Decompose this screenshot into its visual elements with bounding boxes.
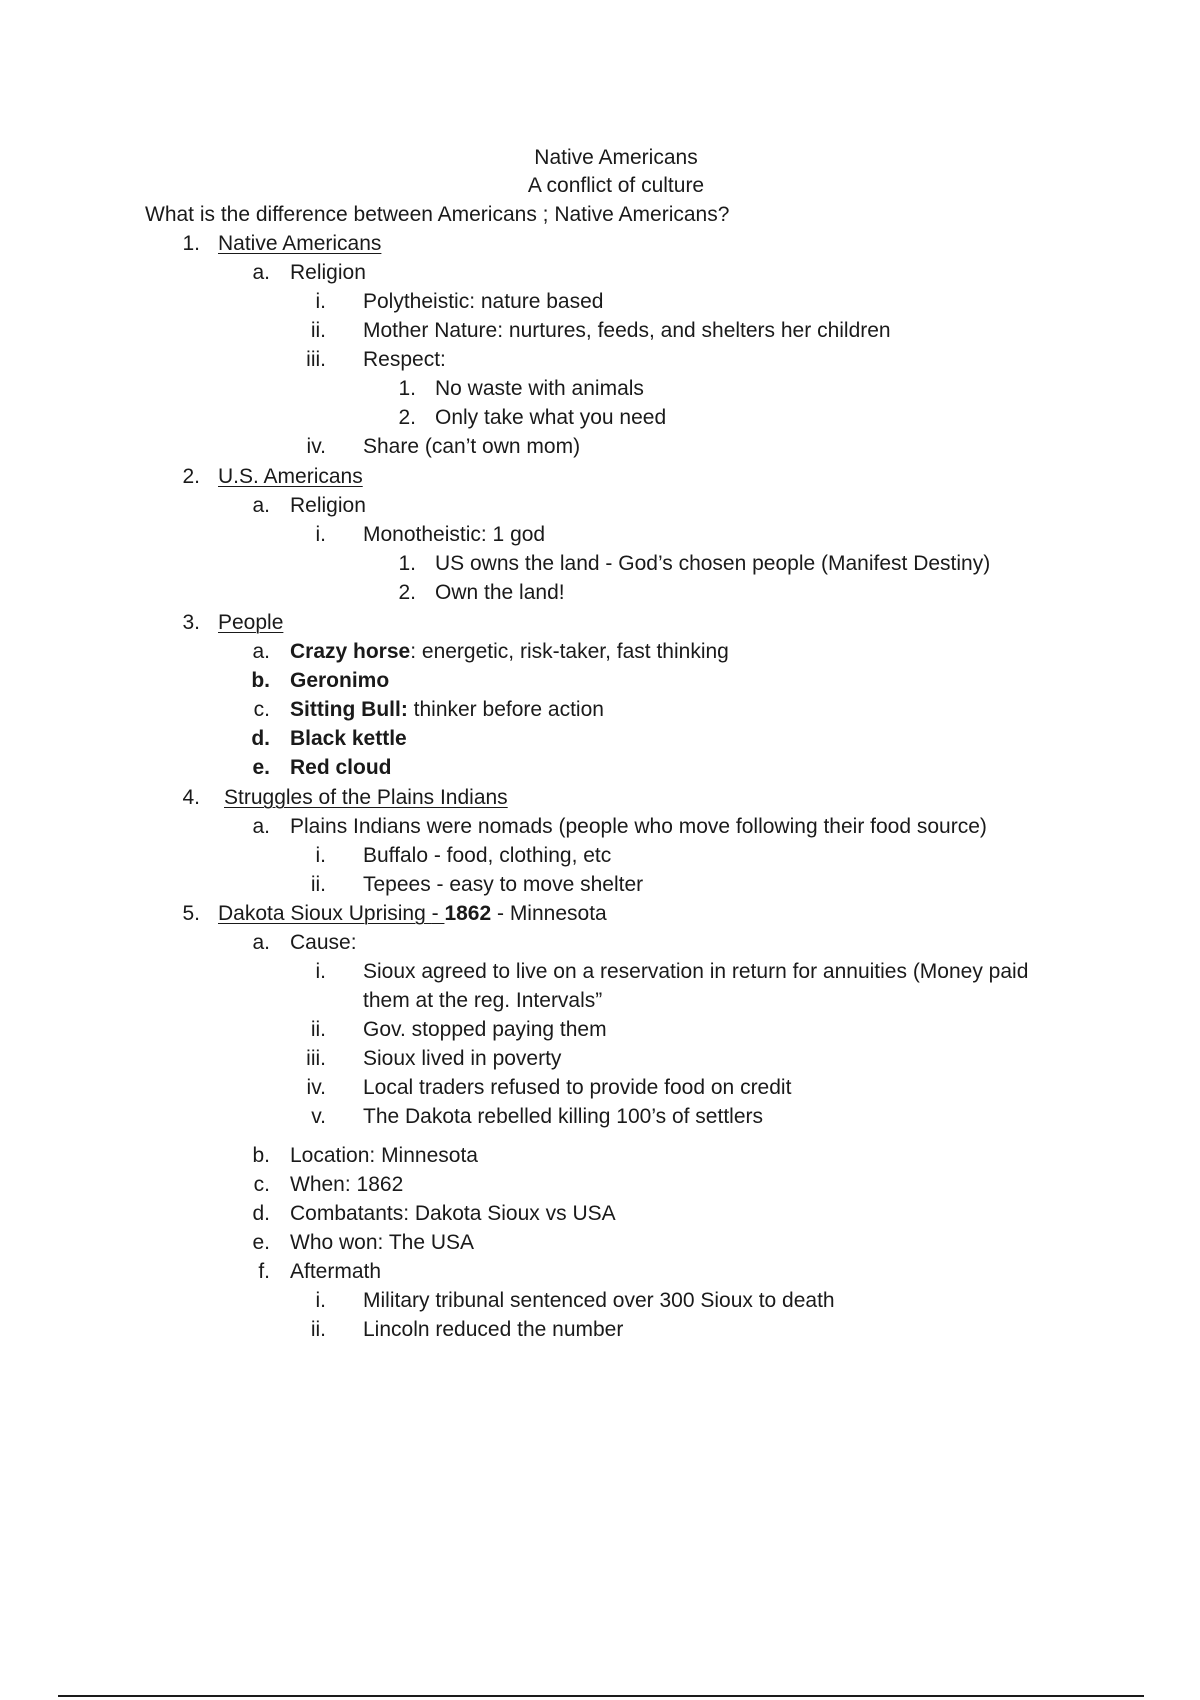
list-item-text: Buffalo - food, clothing, etc (363, 844, 612, 867)
list-marker: 1. (398, 377, 416, 400)
list-item-text: No waste with animals (435, 377, 644, 400)
list-item-text: Share (can’t own mom) (363, 435, 581, 458)
list-item-text: Sioux agreed to live on a reservation in return for annuities (Money paid (363, 960, 1029, 983)
person-description: thinker before action (407, 698, 604, 721)
section-heading-title: Dakota Sioux Uprising (218, 902, 432, 925)
list-marker: a. (252, 261, 270, 284)
list-item-text: Tepees - easy to move shelter (363, 873, 644, 896)
person-name: Sitting Bull: (290, 698, 408, 721)
list-marker: iv. (306, 435, 326, 458)
heading-year: 1862 (444, 902, 492, 925)
list-item-text: Sioux lived in poverty (363, 1047, 562, 1070)
list-marker: 4. (182, 786, 200, 809)
list-marker: a. (252, 494, 270, 517)
list-marker: i. (315, 960, 326, 983)
list-marker: iii. (306, 1047, 326, 1070)
heading-place: - Minnesota (491, 902, 607, 925)
person-description: : energetic, risk-taker, fast thinking (410, 640, 729, 663)
list-marker: e. (252, 1231, 270, 1254)
page-subtitle: A conflict of culture (527, 174, 705, 197)
person-name: Red cloud (290, 756, 392, 779)
list-item-text: Gov. stopped paying them (363, 1018, 607, 1041)
list-marker: a. (252, 640, 270, 663)
list-marker: 1. (182, 232, 200, 255)
list-marker: a. (252, 815, 270, 838)
list-marker: d. (251, 727, 270, 750)
list-marker: 2. (398, 406, 416, 429)
section-heading: People (218, 611, 284, 634)
section-heading: Native Americans (218, 232, 382, 255)
list-item-text: Religion (290, 261, 366, 284)
list-marker: iii. (306, 348, 326, 371)
page-title: Native Americans (534, 146, 698, 169)
list-marker: 2. (182, 465, 200, 488)
bottom-divider (58, 1695, 1144, 1697)
list-item-text: Local traders refused to provide food on credit (363, 1076, 792, 1099)
list-item-text: Religion (290, 494, 366, 517)
list-marker: iv. (306, 1076, 326, 1099)
list-item-text: Plains Indians were nomads (people who move following their food source) (290, 815, 987, 838)
list-item-text: Military tribunal sentenced over 300 Sioux to death (363, 1289, 835, 1312)
list-marker: ii. (310, 873, 326, 896)
heading-dash: - (431, 902, 445, 925)
list-item-text: Aftermath (290, 1260, 382, 1283)
list-marker: a. (252, 931, 270, 954)
list-marker: i. (315, 1289, 326, 1312)
list-marker: i. (315, 523, 326, 546)
list-marker: c. (253, 1173, 270, 1196)
list-item-text: When: 1862 (290, 1173, 404, 1196)
section-heading (218, 900, 607, 928)
list-marker: d. (252, 1202, 270, 1225)
list-marker: b. (252, 1144, 270, 1167)
list-marker: 5. (182, 902, 200, 925)
list-marker: ii. (310, 1318, 326, 1341)
list-item-text: Only take what you need (435, 406, 667, 429)
list-item-text: Combatants: Dakota Sioux vs USA (290, 1202, 616, 1225)
list-marker: ii. (310, 1018, 326, 1041)
list-item-text (290, 696, 604, 724)
list-item-text: Cause: (290, 931, 357, 954)
list-item-text: Monotheistic: 1 god (363, 523, 546, 546)
person-name: Geronimo (290, 669, 390, 692)
section-heading: U.S. Americans (218, 465, 363, 488)
list-marker: f. (258, 1260, 270, 1283)
list-marker: e. (252, 756, 270, 779)
list-marker: 2. (398, 581, 416, 604)
person-name: Crazy horse (290, 640, 411, 663)
list-item-text: Own the land! (435, 581, 565, 604)
list-item-text (290, 638, 729, 666)
guiding-question: What is the difference between Americans ; Native Americans? (145, 203, 730, 226)
list-marker: v. (311, 1105, 326, 1128)
list-item-text: them at the reg. Intervals” (363, 989, 603, 1012)
list-marker: b. (251, 669, 270, 692)
list-marker: c. (253, 698, 270, 721)
list-item-text: Who won: The USA (290, 1231, 475, 1254)
list-item-text: The Dakota rebelled killing 100’s of settlers (363, 1105, 763, 1128)
list-item-text: Respect: (363, 348, 446, 371)
list-item-text: Lincoln reduced the number (363, 1318, 624, 1341)
section-heading: Struggles of the Plains Indians (224, 786, 508, 809)
list-marker: ii. (310, 319, 326, 342)
list-item-text: Mother Nature: nurtures, feeds, and shelters her children (363, 319, 891, 342)
list-marker: i. (315, 844, 326, 867)
list-marker: 3. (182, 611, 200, 634)
list-marker: 1. (398, 552, 416, 575)
list-item-text: Polytheistic: nature based (363, 290, 604, 313)
list-item-text: Location: Minnesota (290, 1144, 478, 1167)
person-name: Black kettle (290, 727, 407, 750)
list-item-text: US owns the land - God’s chosen people (Manifest Destiny) (435, 552, 991, 575)
list-marker: i. (315, 290, 326, 313)
